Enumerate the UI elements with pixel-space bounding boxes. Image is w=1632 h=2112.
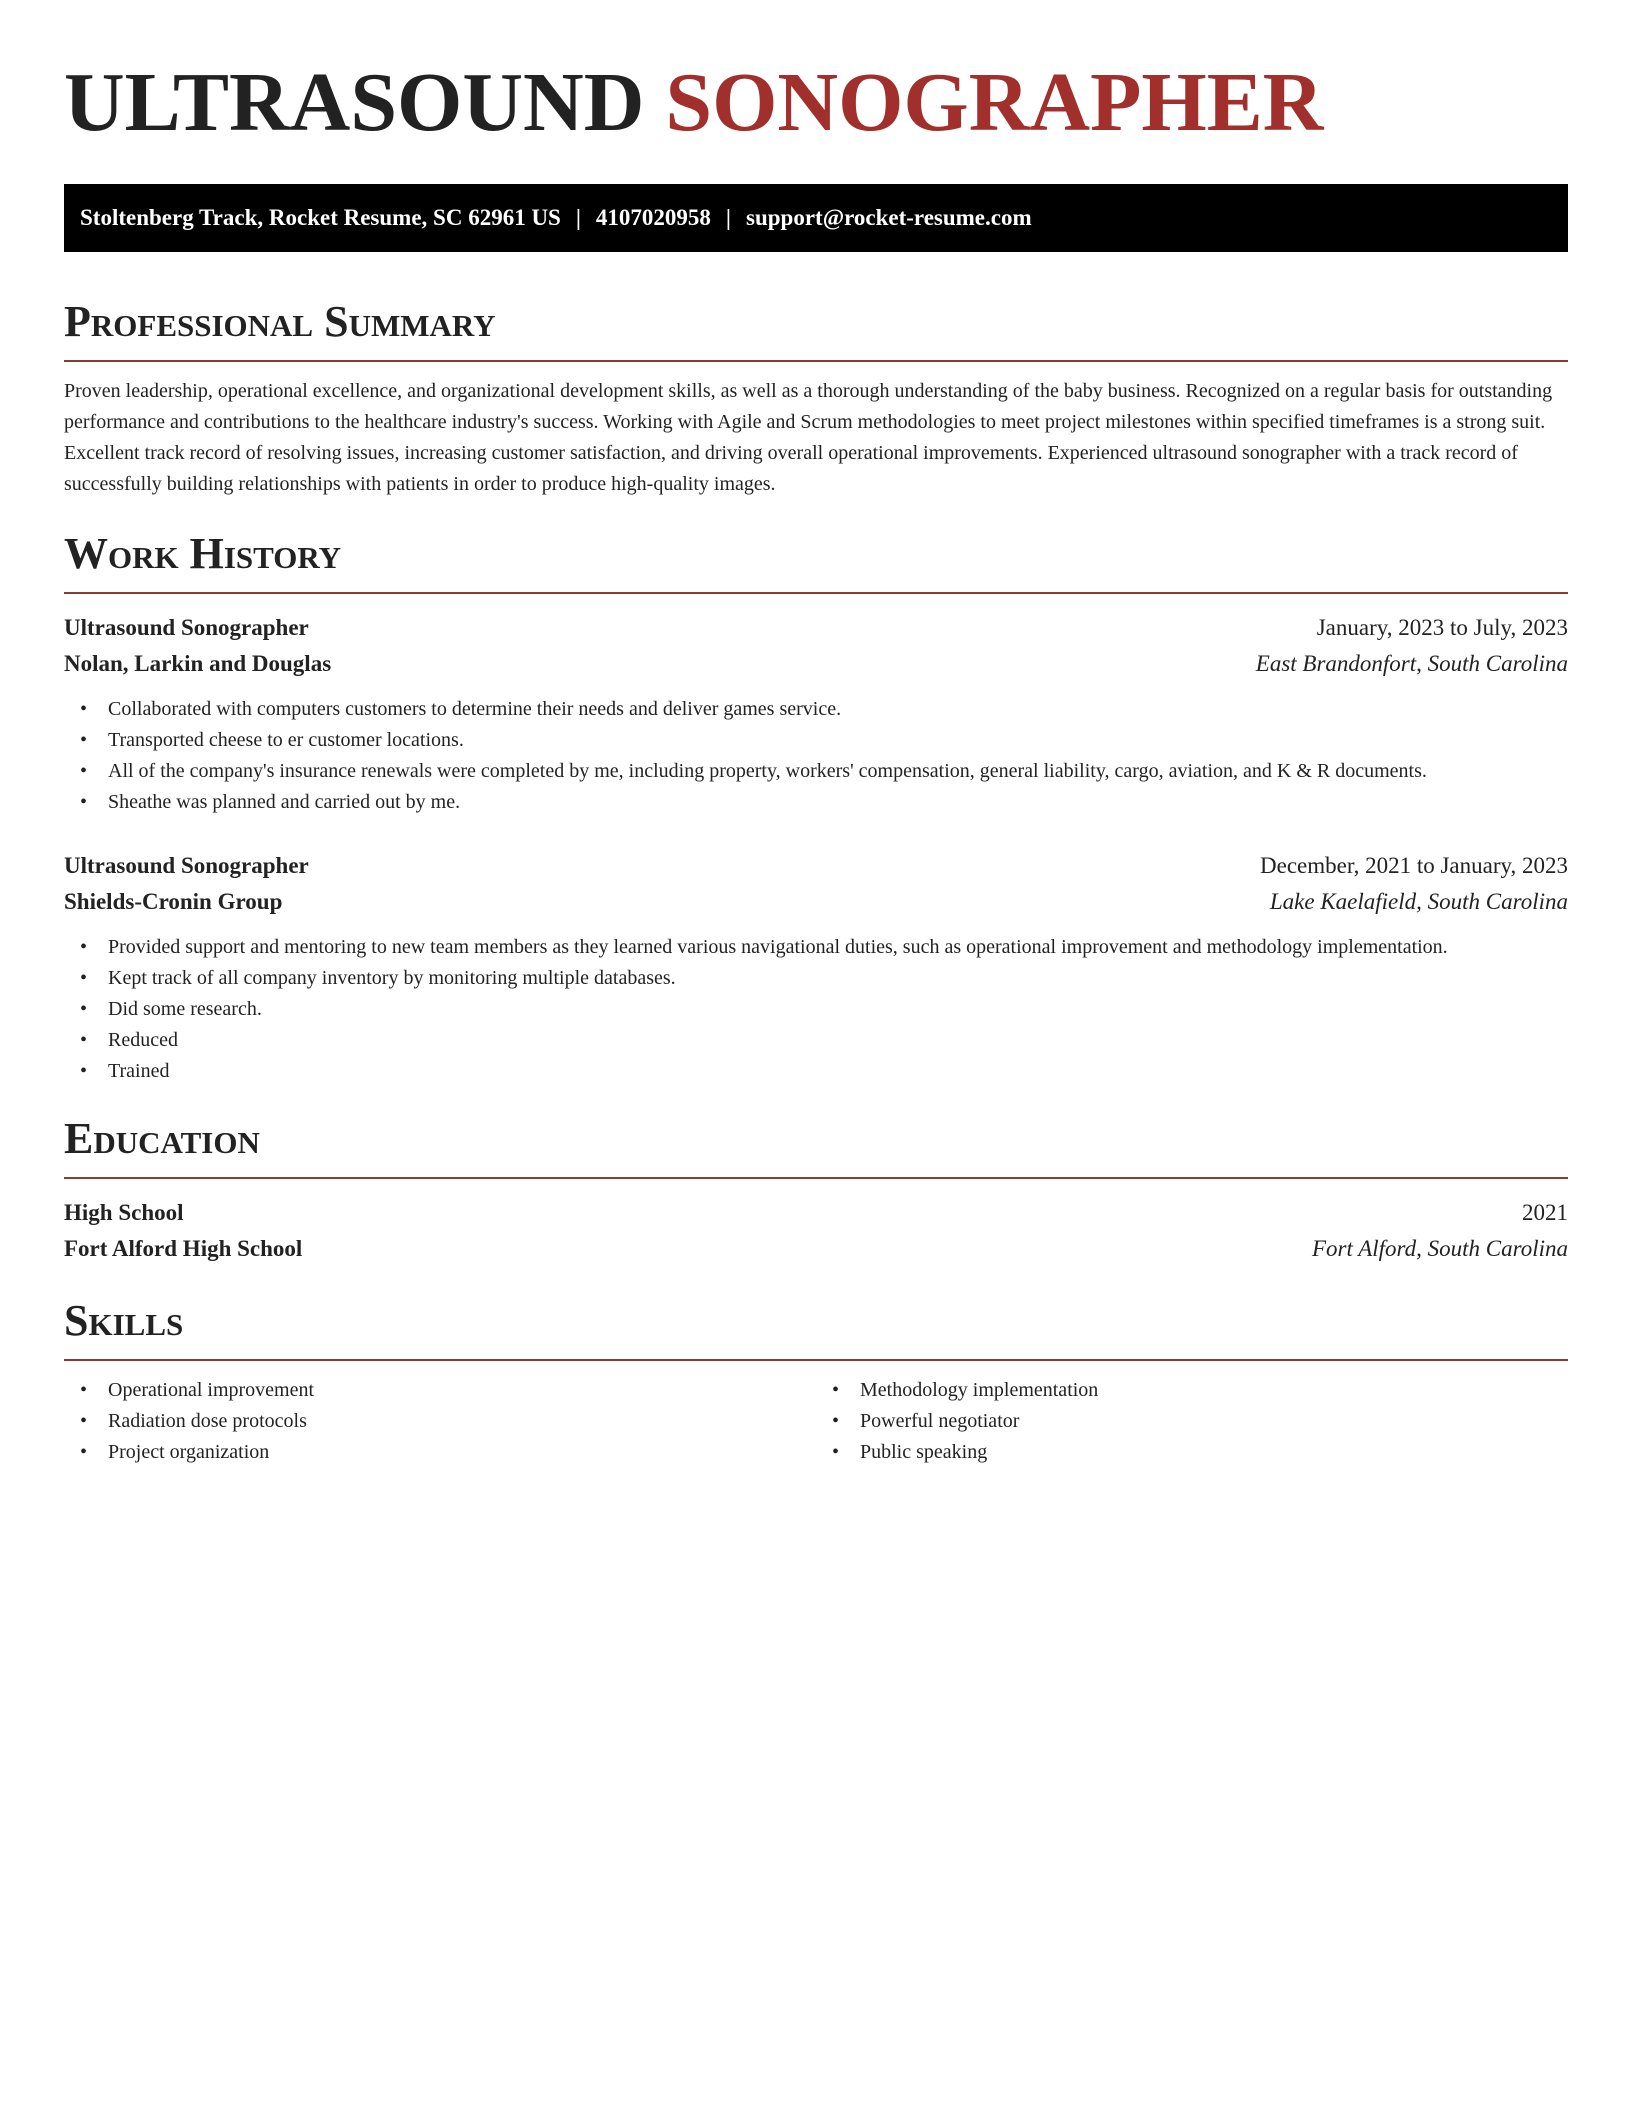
- bullet-dot-icon: •: [80, 760, 88, 782]
- bullet-dot-icon: •: [80, 967, 88, 989]
- job-bullet: [64, 932, 1568, 963]
- job-bullets: [64, 932, 1568, 1087]
- contact-separator: |: [725, 205, 731, 230]
- job-bullet: [64, 787, 1568, 818]
- job-bullet-text: Provided support and mentoring to new team members as they learned various navigational duties, such as operational improvement and methodology implementation.: [108, 936, 1448, 958]
- skills-list: [816, 1375, 1568, 1468]
- name-last-part: SONOGRAPHER: [665, 56, 1324, 149]
- job-location: East Brandonfort, South Carolina: [1255, 651, 1568, 676]
- job-bullet-text: Reduced: [108, 1029, 178, 1051]
- skill-text: Project organization: [108, 1441, 270, 1463]
- skills-column-left: [64, 1375, 816, 1468]
- job-bullet: [64, 694, 1568, 725]
- bullet-dot-icon: •: [80, 936, 88, 958]
- job-bullet-text: All of the company's insurance renewals were completed by me, including property, workers' compensation, general liability, cargo, aviation, and K & R documents.: [108, 760, 1427, 782]
- job-header-row: [64, 848, 1568, 884]
- job-dates: January, 2023 to July, 2023: [1316, 615, 1568, 640]
- job-bullet: [64, 1056, 1568, 1087]
- job-dates: December, 2021 to January, 2023: [1260, 853, 1568, 878]
- job-position: Ultrasound Sonographer: [64, 853, 309, 878]
- education-year: 2021: [1522, 1200, 1568, 1225]
- contact-address: Stoltenberg Track, Rocket Resume, SC 62961 US: [80, 205, 561, 230]
- education-school: Fort Alford High School: [64, 1236, 303, 1261]
- job-bullet-text: Collaborated with computers customers to determine their needs and deliver games service.: [108, 698, 842, 720]
- bullet-dot-icon: •: [80, 1060, 88, 1082]
- education-degree-row: [64, 1195, 1568, 1231]
- job-bullet: [64, 994, 1568, 1025]
- skill-text: Powerful negotiator: [860, 1410, 1020, 1432]
- work-history-heading: Work History: [64, 529, 342, 578]
- bullet-dot-icon: •: [80, 998, 88, 1020]
- section-divider: [64, 1177, 1568, 1179]
- job-bullet-text: Sheathe was planned and carried out by me.: [108, 791, 461, 813]
- education-location: Fort Alford, South Carolina: [1311, 1236, 1568, 1261]
- bullet-dot-icon: •: [80, 791, 88, 813]
- section-divider: [64, 360, 1568, 362]
- education-heading: Education: [64, 1114, 260, 1163]
- education-section: [64, 1113, 1568, 1267]
- job-bullets: [64, 694, 1568, 818]
- education-entry: [64, 1195, 1568, 1267]
- bullet-dot-icon: •: [80, 1379, 88, 1401]
- skills-grid: [64, 1375, 1568, 1468]
- skill-item: [816, 1437, 1568, 1468]
- contact-separator: |: [575, 205, 581, 230]
- skill-item: [816, 1406, 1568, 1437]
- job-bullet: [64, 756, 1568, 787]
- skill-item: [64, 1375, 816, 1406]
- job-bullet-text: Did some research.: [108, 998, 262, 1020]
- job-header-row: [64, 610, 1568, 646]
- bullet-dot-icon: •: [832, 1410, 840, 1432]
- job-bullet: [64, 725, 1568, 756]
- skill-text: Public speaking: [860, 1441, 988, 1463]
- summary-heading: Professional Summary: [64, 297, 496, 346]
- summary-section: [64, 296, 1568, 500]
- contact-bar: [64, 184, 1568, 252]
- contact-phone: 4107020958: [595, 205, 711, 230]
- skills-heading: Skills: [64, 1296, 184, 1345]
- skill-text: Operational improvement: [108, 1379, 315, 1401]
- name-first-part: ULTRASOUND: [64, 56, 645, 149]
- skills-section: [64, 1295, 1568, 1468]
- education-degree: High School: [64, 1200, 184, 1225]
- job-entry: [64, 848, 1568, 1087]
- education-school-row: [64, 1231, 1568, 1267]
- skill-item: [816, 1375, 1568, 1406]
- contact-email[interactable]: support@rocket-resume.com: [746, 205, 1032, 230]
- bullet-dot-icon: •: [80, 1441, 88, 1463]
- skills-column-right: [816, 1375, 1568, 1468]
- bullet-dot-icon: •: [80, 1029, 88, 1051]
- skill-text: Methodology implementation: [860, 1379, 1099, 1401]
- skill-item: [64, 1406, 816, 1437]
- job-company-row: [64, 884, 1568, 920]
- job-entry: [64, 610, 1568, 818]
- job-position: Ultrasound Sonographer: [64, 615, 309, 640]
- work-history-section: [64, 528, 1568, 1087]
- skills-list: [64, 1375, 816, 1468]
- section-divider: [64, 592, 1568, 594]
- job-bullet-text: Trained: [108, 1060, 170, 1082]
- bullet-dot-icon: •: [80, 729, 88, 751]
- bullet-dot-icon: •: [832, 1379, 840, 1401]
- job-bullet: [64, 1025, 1568, 1056]
- job-bullet-text: Kept track of all company inventory by monitoring multiple databases.: [108, 967, 676, 989]
- section-divider: [64, 1359, 1568, 1361]
- skill-text: Radiation dose protocols: [108, 1410, 307, 1432]
- bullet-dot-icon: •: [832, 1441, 840, 1463]
- job-bullet: [64, 963, 1568, 994]
- job-company: Shields-Cronin Group: [64, 889, 283, 914]
- summary-text: Proven leadership, operational excellence, and organizational development skills, as well as a thorough understanding of the baby business. Recognized on a regular basis for outstanding performance and contributions to the healthcare industry's success. Working with Agile and Scrum methodologies to meet project milestones within specified timeframes is a strong suit. Excellent track record of resolving issues, increasing customer satisfaction, and driving overall operational improvements. Experienced ultrasound sonographer with a track record of successfully building relationships with patients in order to produce high-quality images.: [64, 380, 1553, 495]
- job-bullet-text: Transported cheese to er customer locations.: [108, 729, 464, 751]
- bullet-dot-icon: •: [80, 1410, 88, 1432]
- job-company: Nolan, Larkin and Douglas: [64, 651, 332, 676]
- bullet-dot-icon: •: [80, 698, 88, 720]
- job-company-row: [64, 646, 1568, 682]
- skill-item: [64, 1437, 816, 1468]
- job-location: Lake Kaelafield, South Carolina: [1269, 889, 1568, 914]
- resume-name: [64, 0, 1568, 150]
